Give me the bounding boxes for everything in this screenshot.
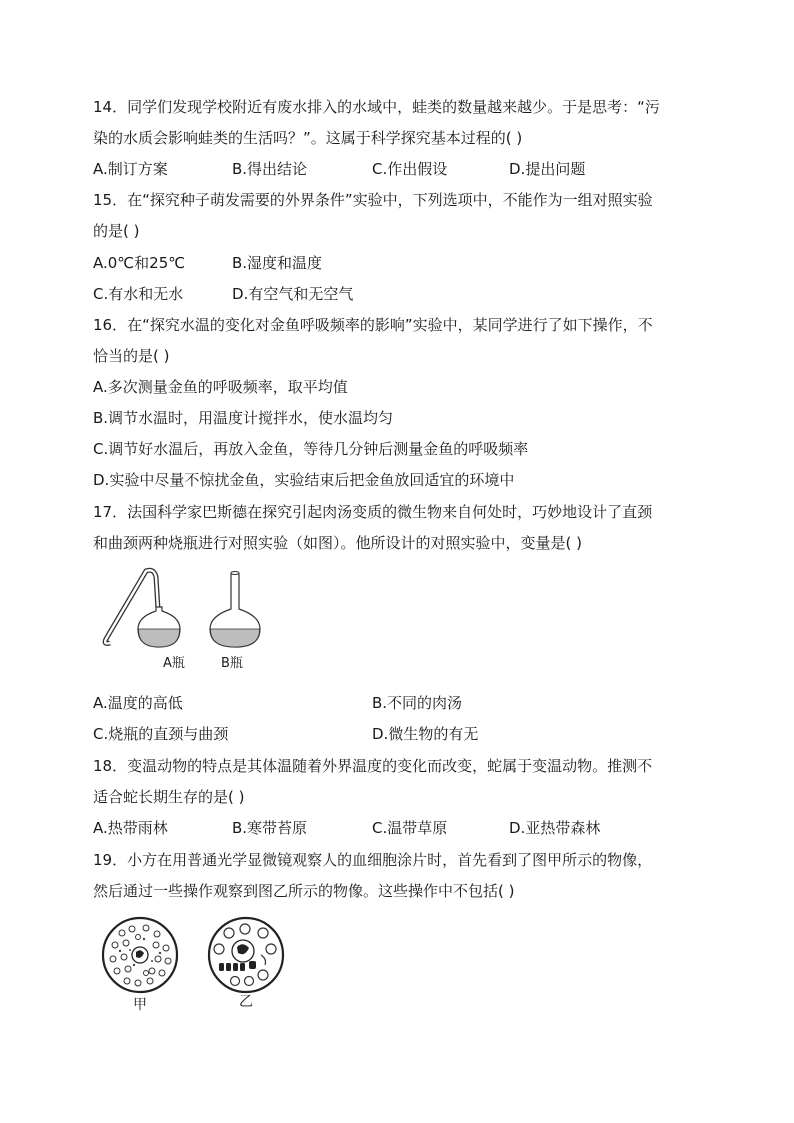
microscope-view-yi <box>205 915 287 995</box>
q16-option-a[interactable]: A.多次测量金鱼的呼吸频率，取平均值 <box>93 378 348 396</box>
flask-a-label: A瓶 <box>163 656 185 671</box>
q14-option-c[interactable]: C.作出假设 <box>372 160 448 178</box>
q14-option-a[interactable]: A.制订方案 <box>93 160 168 178</box>
q17-stem-line1: 17．法国科学家巴斯德在探究引起肉汤变质的微生物来自何处时，巧妙地设计了直颈 <box>93 503 653 521</box>
q14-stem-line2: 染的水质会影响蛙类的生活吗？”。这属于科学探究基本过程的( ) <box>93 129 523 147</box>
q16-option-b[interactable]: B.调节水温时，用温度计搅拌水，使水温均匀 <box>93 409 394 427</box>
flask-a-swan-neck <box>105 570 180 647</box>
q17-option-d[interactable]: D.微生物的有无 <box>372 725 479 743</box>
q18-stem-line1: 18．变温动物的特点是其体温随着外界温度的变化而改变，蛇属于变温动物。推测不 <box>93 757 653 775</box>
view-yi-label: 乙 <box>239 994 253 1010</box>
q15-option-b[interactable]: B.湿度和温度 <box>232 254 323 272</box>
q19-stem-line1: 19．小方在用普通光学显微镜观察人的血细胞涂片时，首先看到了图甲所示的物像， <box>93 851 653 869</box>
q17-option-a[interactable]: A.温度的高低 <box>93 694 183 712</box>
q14-option-d[interactable]: D.提出问题 <box>509 160 586 178</box>
q16-option-c[interactable]: C.调节好水温后，再放入金鱼，等待几分钟后测量金鱼的呼吸频率 <box>93 440 529 458</box>
q15-option-c[interactable]: C.有水和无水 <box>93 285 184 303</box>
q14-stem-line1: 14．同学们发现学校附近有废水排入的水域中，蛙类的数量越来越少。于是思考：“污 <box>93 98 660 116</box>
q18-option-b[interactable]: B.寒带苔原 <box>232 819 308 837</box>
microscope-view-jia <box>100 915 180 995</box>
q17-stem-line2: 和曲颈两种烧瓶进行对照实验（如图）。他所设计的对照实验中，变量是( ) <box>93 534 582 552</box>
q15-option-a[interactable]: A.0℃和25℃ <box>93 254 186 272</box>
flask-b-label: B瓶 <box>221 656 243 671</box>
q16-stem-line1: 16．在“探究水温的变化对金鱼呼吸频率的影响”实验中，某同学进行了如下操作，不 <box>93 316 653 334</box>
flask-b-straight-neck <box>210 572 260 648</box>
q14-option-b[interactable]: B.得出结论 <box>232 160 308 178</box>
q15-stem-line1: 15．在“探究种子萌发需要的外界条件”实验中，下列选项中，不能作为一组对照实验 <box>93 191 653 209</box>
q17-option-b[interactable]: B.不同的肉汤 <box>372 694 463 712</box>
q19-stem-line2: 然后通过一些操作观察到图乙所示的物像。这些操作中不包括( ) <box>93 882 515 900</box>
q18-option-d[interactable]: D.亚热带森林 <box>509 819 601 837</box>
q18-stem-line2: 适合蛇长期生存的是( ) <box>93 788 245 806</box>
q18-option-a[interactable]: A.热带雨林 <box>93 819 168 837</box>
q15-stem-line2: 的是( ) <box>93 222 140 240</box>
q16-stem-line2: 恰当的是( ) <box>93 347 170 365</box>
q16-option-d[interactable]: D.实验中尽量不惊扰金鱼，实验结束后把金鱼放回适宜的环境中 <box>93 471 515 489</box>
q17-option-c[interactable]: C.烧瓶的直颈与曲颈 <box>93 725 229 743</box>
q15-option-d[interactable]: D.有空气和无空气 <box>232 285 354 303</box>
view-jia-label: 甲 <box>133 997 147 1013</box>
q18-option-c[interactable]: C.温带草原 <box>372 819 448 837</box>
pasteur-flasks-figure <box>100 565 270 655</box>
